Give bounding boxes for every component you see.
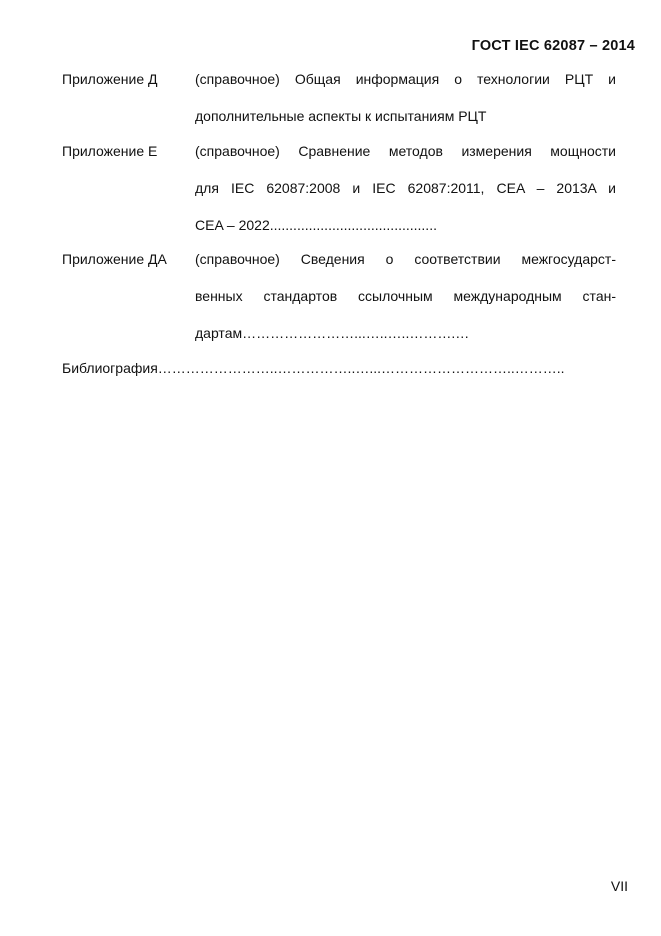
toc-entry-line: венных стандартов ссылочным международным стан- [195,288,616,304]
toc-entry-line: дартам……………………...…..…..……….… [195,325,470,341]
toc-entry-line: (справочное) Сравнение методов измерения мощности [195,143,616,159]
toc-entry-line: (справочное) Общая информация о технологии РЦТ и [195,71,616,87]
page-number: VII [610,878,628,894]
toc-entry-line: CEA – 2022........................................... [195,217,437,233]
toc-entry-label: Приложение Д [62,71,158,87]
toc-entry-line: для IEC 62087:2008 и IEC 62087:2011, CEA – 2013A и [195,180,616,196]
toc-entry-label: Приложение Е [62,143,158,159]
document-header: ГОСТ IEC 62087 – 2014 [471,38,635,54]
toc-entry-line: дополнительные аспекты к испытаниям РЦТ [195,108,487,124]
toc-entry-text [195,241,616,352]
toc-entry-label: Приложение ДА [62,251,167,267]
toc-entry-bibliography: Библиография……………………..……………..…...………………………..……….. [62,360,565,376]
toc-entry-text [195,61,616,135]
toc-entry-text [195,133,616,244]
toc-entry-line: (справочное) Сведения о соответствии межгосударст- [195,251,616,267]
